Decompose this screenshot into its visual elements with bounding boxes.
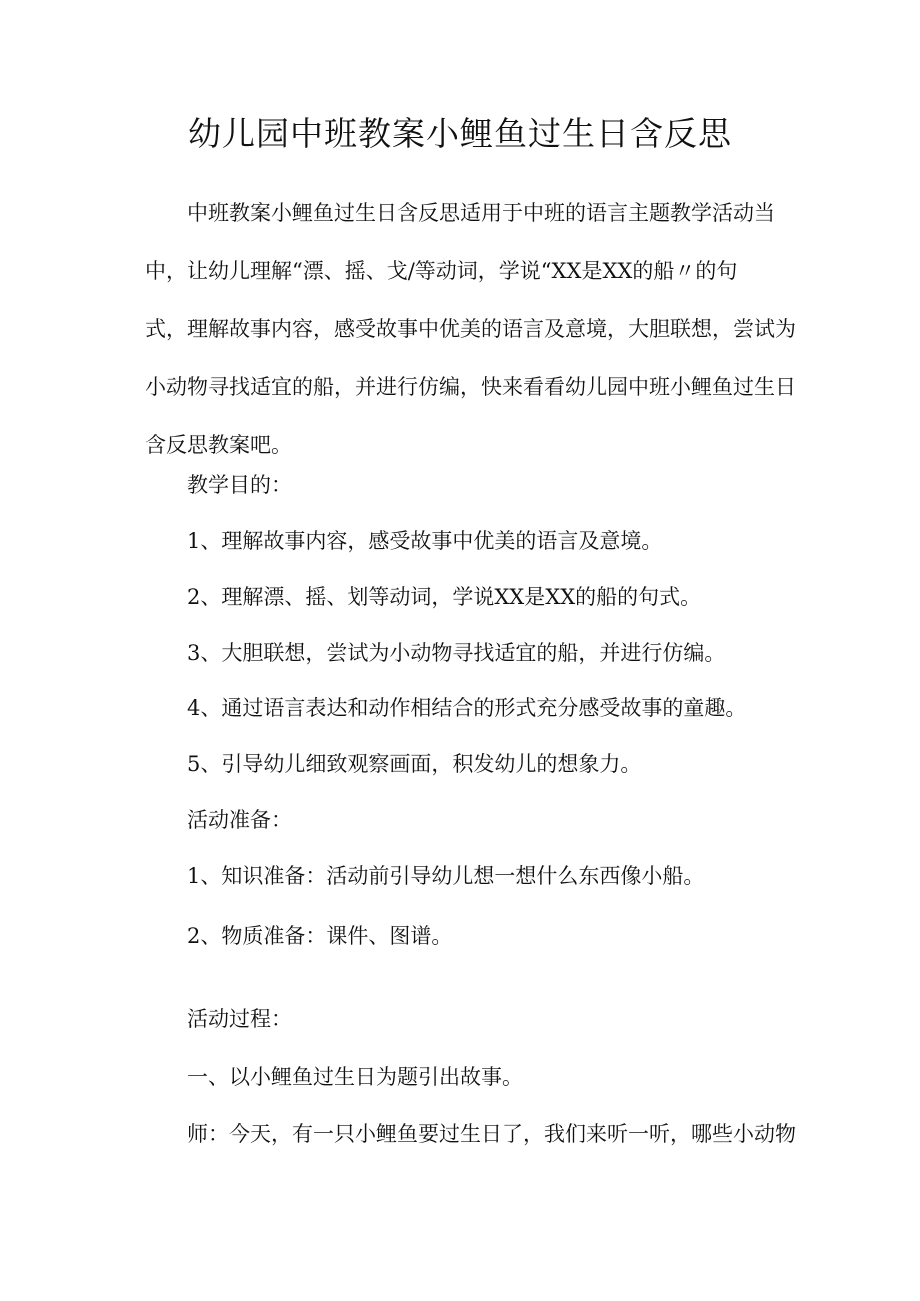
intro-paragraph [145, 184, 796, 474]
goal-item-5: 5、引导幼儿细致观察画面，积发幼儿的想象力。 [187, 752, 642, 776]
prep-item-1: 1、知识准备：活动前引导幼儿想一想什么东西像小船。 [187, 864, 705, 888]
goal-item-1: 1、理解故事内容，感受故事中优美的语言及意境。 [187, 529, 663, 553]
prep-heading: 活动准备： [187, 808, 292, 832]
document-title: 幼儿园中班教案小鲤鱼过生日含反思 [188, 114, 732, 153]
prep-item-2: 2、物质准备：课件、图谱。 [187, 924, 453, 948]
process-step-1: 一、以小鲤鱼过生日为题引出故事。 [187, 1065, 523, 1089]
intro-line-5: 含反思教案吧。 [145, 433, 292, 457]
process-heading: 活动过程： [187, 1007, 292, 1031]
intro-line-4: 小动物寻找适宜的船，并进行仿编，快来看看幼儿园中班小鲤鱼过生日 [145, 375, 796, 399]
teacher-line: 师：今天，有一只小鲤鱼要过生日了，我们来听一听，哪些小动物 [187, 1122, 796, 1146]
goal-item-4: 4、通过语言表达和动作相结合的形式充分感受故事的童趣。 [187, 696, 747, 720]
intro-line-2: 中，让幼儿理解“漂、摇、戈/等动词，学说“XX是XX的船〃的句 [145, 259, 738, 283]
goals-heading: 教学目的： [187, 473, 292, 497]
goal-item-2: 2、理解漂、摇、划等动词，学说XX是XX的船的句式。 [187, 585, 702, 609]
intro-line-1: 中班教案小鲤鱼过生日含反思适用于中班的语言主题教学活动当 [187, 201, 775, 225]
intro-line-3: 式，理解故事内容，感受故事中优美的语言及意境，大胆联想，尝试为 [145, 317, 796, 341]
goal-item-3: 3、大胆联想，尝试为小动物寻找适宜的船，并进行仿编。 [187, 641, 726, 665]
